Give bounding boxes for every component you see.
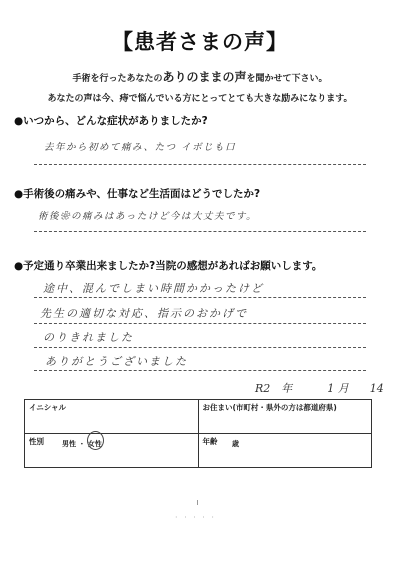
answer-line (34, 297, 366, 298)
answer-line (34, 231, 366, 232)
intro-post: を聞かせて下さい。 (246, 74, 328, 84)
answer-3-line-2: 先生の適切な対応、指示のおかげで (40, 307, 248, 320)
answer-2-line-1: 術後❀の痛みはあったけど今は大丈夫です。 (38, 211, 258, 222)
question-2: ●手術後の痛みや、仕事など生活面はどうでしたか? (14, 188, 261, 200)
initial-cell[interactable] (25, 400, 199, 434)
age-cell[interactable] (198, 434, 372, 468)
date-month-label: 月 (337, 382, 349, 395)
date-era: R2 (255, 382, 271, 395)
answer-line (34, 164, 366, 165)
date-day: 14 (369, 382, 384, 395)
answer-line (34, 370, 366, 371)
date-month: 1 (327, 382, 335, 395)
intro-line-2: あなたの声は今、痔で悩んでいる方にとってとても大きな励みになります。 (47, 94, 353, 104)
intro-line-1 (0, 68, 400, 85)
question-1: ●いつから、どんな症状がありましたか? (14, 115, 208, 127)
gender-label: 性別 (29, 437, 44, 446)
selected-gender-circle (87, 431, 104, 450)
address-label: お住まい(市町村・県外の方は都道府県) (202, 403, 337, 412)
gender-cell[interactable] (25, 434, 199, 468)
intro-emphasis: ありのままの声 (162, 70, 247, 84)
gender-options[interactable]: 男性 ・ 女性 (62, 440, 102, 448)
answer-3-line-3: のりきれました (43, 331, 134, 344)
answer-line (34, 323, 366, 324)
scan-mark (197, 500, 198, 505)
footer-dots: · · · · · (175, 513, 216, 522)
page-title: 【患者さまの声】 (112, 30, 288, 54)
age-label: 年齢 (202, 437, 218, 446)
date-year-label: 年 (281, 382, 293, 395)
answer-3-line-4: ありがとうございました (45, 355, 188, 368)
answer-line (34, 347, 366, 348)
signed-date (255, 380, 384, 396)
respondent-info-table (24, 399, 372, 468)
intro-pre: 手術を行ったあなたの (72, 74, 163, 84)
initial-label: イニシャル (29, 403, 67, 412)
age-unit: 歳 (232, 440, 239, 448)
answer-3-line-1: 途中、混んでしまい時間かかったけど (43, 282, 264, 295)
question-3: ●予定通り卒業出来ましたか?当院の感想があればお願いします。 (14, 260, 323, 272)
address-cell[interactable] (198, 400, 372, 434)
answer-1-line-1: 去年から初めて痛み、たつ イボじも口 (44, 142, 237, 153)
